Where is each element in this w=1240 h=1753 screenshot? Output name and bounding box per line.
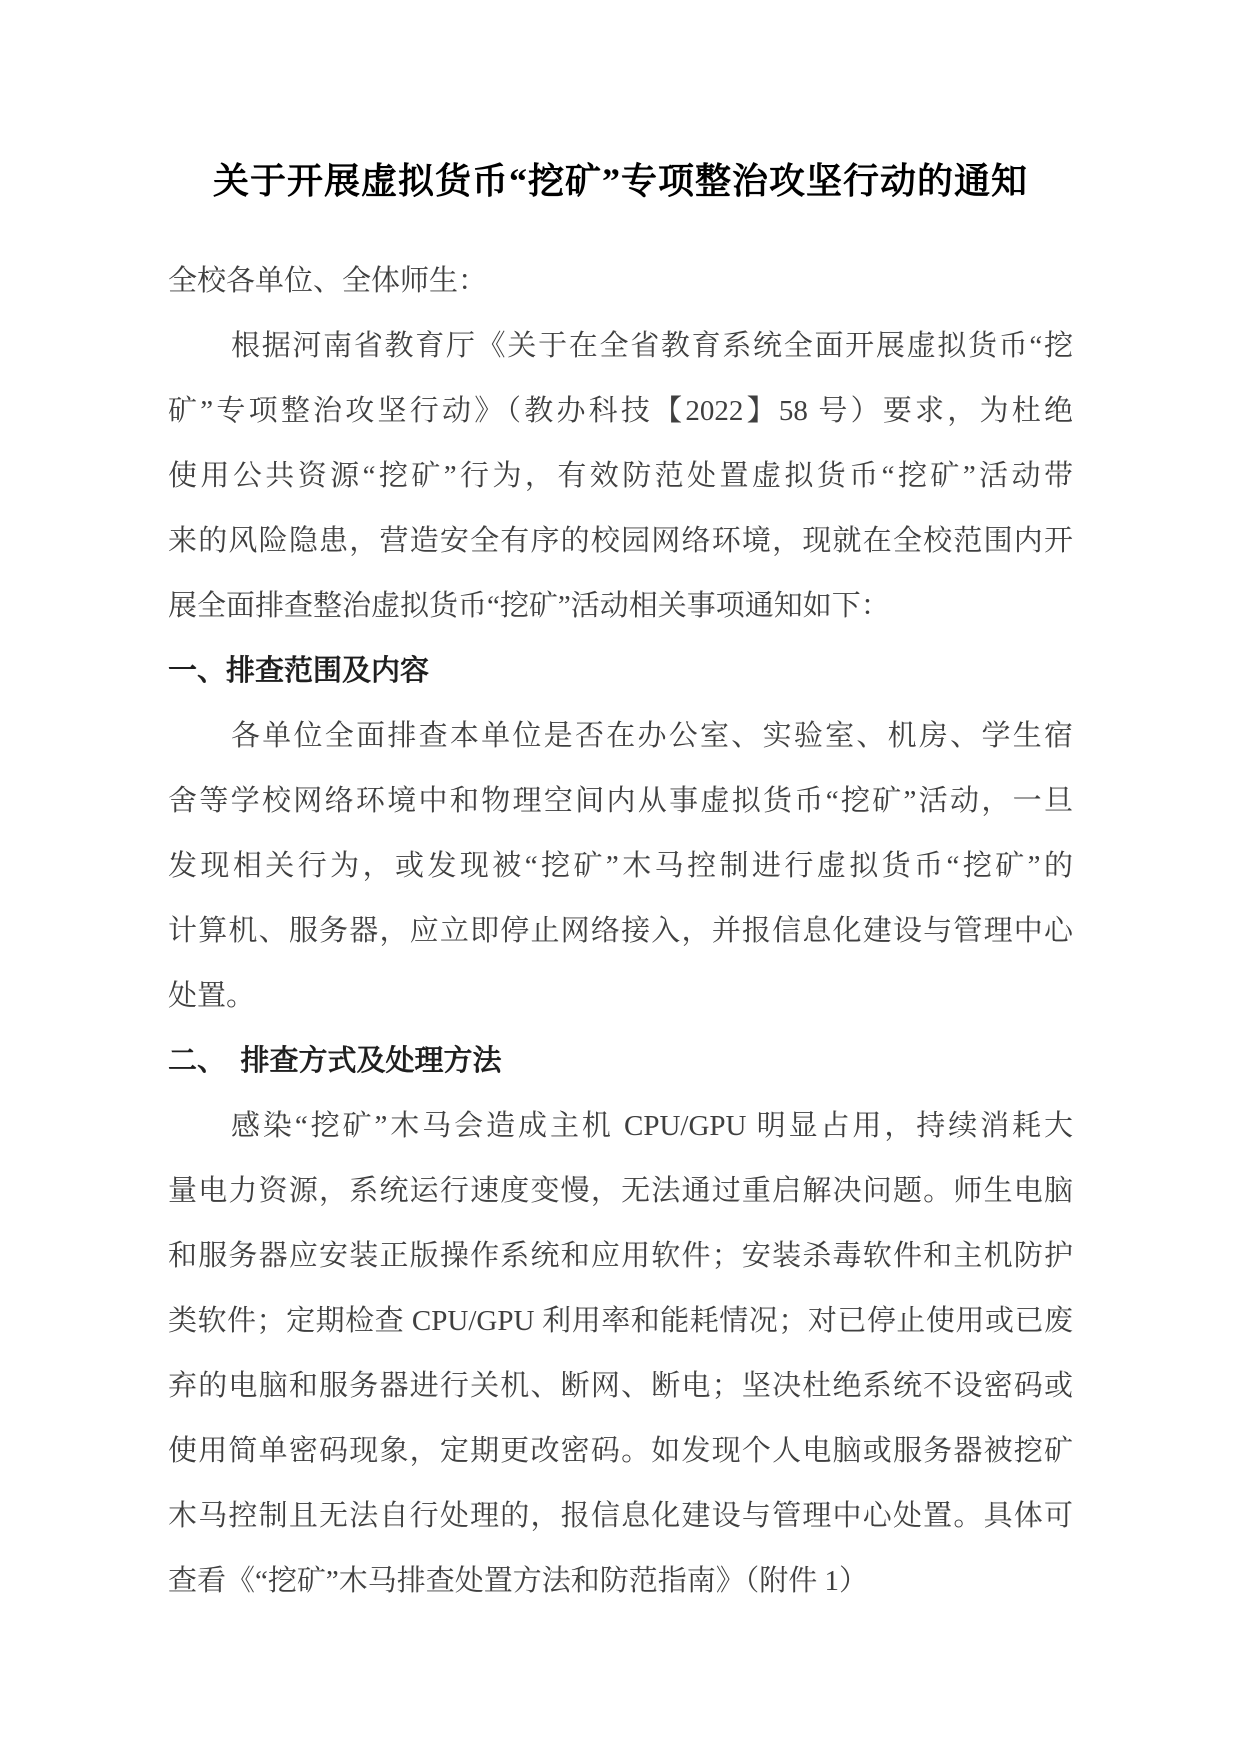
text-line: 和服务器应安装正版操作系统和应用软件；安装杀毒软件和主机防护 [168,1240,1073,1272]
text-line: 来的风险隐患，营造安全有序的校园网络环境，现就在全校范围内开 [168,525,1073,557]
text-line: 类软件；定期检查 CPU/GPU 利用率和能耗情况；对已停止使用或已废 [168,1305,1073,1337]
text-line: 处置。 [168,980,256,1012]
text-line: 各单位全面排查本单位是否在办公室、实验室、机房、学生宿 [231,720,1073,752]
text-line: 弃的电脑和服务器进行关机、断网、断电；坚决杜绝系统不设密码或 [168,1370,1073,1402]
text-line: 矿”专项整治攻坚行动》（教办科技【2022】58 号）要求，为杜绝 [168,395,1073,427]
document-body [168,249,1073,1614]
text-line: 舍等学校网络环境中和物理空间内从事虚拟货币“挖矿”活动，一旦 [168,785,1073,817]
section-heading: 一、排查范围及内容 [168,655,430,687]
text-line: 感染“挖矿”木马会造成主机 CPU/GPU 明显占用，持续消耗大 [231,1110,1073,1142]
text-line: 查看《“挖矿”木马排查处置方法和防范指南》（附件 1） [168,1565,868,1597]
text-line: 木马控制且无法自行处理的，报信息化建设与管理中心处置。具体可 [168,1500,1073,1532]
text-line: 使用简单密码现象，定期更改密码。如发现个人电脑或服务器被挖矿 [168,1435,1073,1467]
text-line: 根据河南省教育厅《关于在全省教育系统全面开展虚拟货币“挖 [231,330,1073,362]
text-line: 量电力资源，系统运行速度变慢，无法通过重启解决问题。师生电脑 [168,1175,1073,1207]
section-heading: 二、 排查方式及处理方法 [168,1045,502,1077]
text-line: 展全面排查整治虚拟货币“挖矿”活动相关事项通知如下： [168,590,890,622]
text-line: 发现相关行为，或发现被“挖矿”木马控制进行虚拟货币“挖矿”的 [168,850,1073,882]
text-line: 计算机、服务器，应立即停止网络接入，并报信息化建设与管理中心 [168,915,1073,947]
text-line: 全校各单位、全体师生： [168,265,488,297]
text-line: 使用公共资源“挖矿”行为，有效防范处置虚拟货币“挖矿”活动带 [168,460,1073,492]
document-title: 关于开展虚拟货币“挖矿”专项整治攻坚行动的通知 [212,161,1028,201]
